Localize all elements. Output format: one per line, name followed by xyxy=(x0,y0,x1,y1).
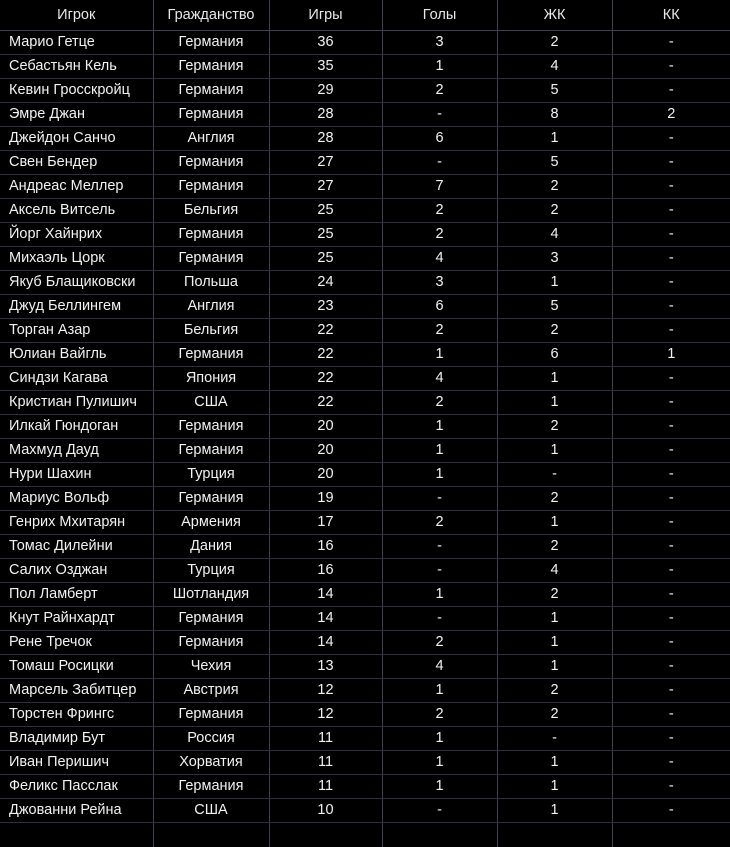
citizenship-cell: Бельгия xyxy=(153,319,269,343)
player-name-cell: Рене Тречок xyxy=(0,631,153,655)
citizenship-cell: Германия xyxy=(153,247,269,271)
goals-cell: 1 xyxy=(382,343,497,367)
yellow-cards-cell: 2 xyxy=(497,535,612,559)
goals-cell: - xyxy=(382,559,497,583)
table-body xyxy=(0,31,730,847)
table-row xyxy=(0,679,730,703)
goals-cell: 2 xyxy=(382,631,497,655)
player-name-cell: Пол Ламберт xyxy=(0,583,153,607)
table-row xyxy=(0,439,730,463)
yellow-cards-cell: 1 xyxy=(497,607,612,631)
games-cell: 14 xyxy=(269,631,382,655)
red-cards-cell: - xyxy=(612,607,730,631)
citizenship-cell: Англия xyxy=(153,127,269,151)
table-row xyxy=(0,127,730,151)
player-name-cell: Эмре Джан xyxy=(0,103,153,127)
goals-cell: - xyxy=(382,487,497,511)
citizenship-cell: Дания xyxy=(153,535,269,559)
red-cards-cell: - xyxy=(612,775,730,799)
player-name-cell: Томаш Росицки xyxy=(0,655,153,679)
player-name-cell: Махмуд Дауд xyxy=(0,439,153,463)
citizenship-cell: Германия xyxy=(153,703,269,727)
yellow-cards-cell: 2 xyxy=(497,583,612,607)
games-cell: 10 xyxy=(269,799,382,823)
yellow-cards-cell: 6 xyxy=(497,343,612,367)
yellow-cards-cell: 2 xyxy=(497,199,612,223)
games-cell: 20 xyxy=(269,415,382,439)
yellow-cards-cell: 5 xyxy=(497,79,612,103)
citizenship-cell: Россия xyxy=(153,727,269,751)
goals-cell: 1 xyxy=(382,751,497,775)
red-cards-cell: - xyxy=(612,511,730,535)
games-cell: 11 xyxy=(269,751,382,775)
games-cell: 22 xyxy=(269,343,382,367)
yellow-cards-cell: 1 xyxy=(497,367,612,391)
yellow-cards-cell: 1 xyxy=(497,271,612,295)
yellow-cards-cell: 2 xyxy=(497,319,612,343)
goals-cell: - xyxy=(382,799,497,823)
yellow-cards-cell: 1 xyxy=(497,511,612,535)
citizenship-cell: Турция xyxy=(153,463,269,487)
player-name-cell: Андреас Меллер xyxy=(0,175,153,199)
red-cards-cell: - xyxy=(612,55,730,79)
player-name-cell: Свен Бендер xyxy=(0,151,153,175)
citizenship-cell: Германия xyxy=(153,439,269,463)
red-cards-cell: - xyxy=(612,655,730,679)
table-row xyxy=(0,199,730,223)
player-name-cell: Аксель Витсель xyxy=(0,199,153,223)
red-cards-cell: - xyxy=(612,415,730,439)
player-name-cell: Йорг Хайнрих xyxy=(0,223,153,247)
games-cell: 28 xyxy=(269,127,382,151)
player-name-cell: Мариус Вольф xyxy=(0,487,153,511)
games-cell: 36 xyxy=(269,31,382,55)
games-cell: 25 xyxy=(269,199,382,223)
player-name-cell: Владимир Бут xyxy=(0,727,153,751)
yellow-cards-cell: 1 xyxy=(497,439,612,463)
yellow-cards-cell: 1 xyxy=(497,751,612,775)
yellow-cards-cell: 1 xyxy=(497,631,612,655)
yellow-cards-cell: 1 xyxy=(497,655,612,679)
red-cards-cell: - xyxy=(612,175,730,199)
red-cards-cell: - xyxy=(612,559,730,583)
table-row xyxy=(0,703,730,727)
citizenship-cell: Чехия xyxy=(153,655,269,679)
player-name-cell: Илкай Гюндоган xyxy=(0,415,153,439)
yellow-cards-cell: - xyxy=(497,727,612,751)
goals-cell: 2 xyxy=(382,223,497,247)
citizenship-cell: Турция xyxy=(153,559,269,583)
goals-cell: 1 xyxy=(382,439,497,463)
citizenship-cell: Германия xyxy=(153,175,269,199)
yellow-cards-cell: 2 xyxy=(497,487,612,511)
citizenship-cell: Польша xyxy=(153,271,269,295)
citizenship-cell: Бельгия xyxy=(153,199,269,223)
games-cell: 28 xyxy=(269,103,382,127)
table-row xyxy=(0,631,730,655)
table-row xyxy=(0,295,730,319)
yellow-cards-cell: 4 xyxy=(497,223,612,247)
goals-cell: 1 xyxy=(382,727,497,751)
header-red-cards[interactable]: КК xyxy=(612,0,730,31)
table-row xyxy=(0,367,730,391)
goals-cell: 4 xyxy=(382,247,497,271)
games-cell: 19 xyxy=(269,487,382,511)
table-row xyxy=(0,607,730,631)
table-row xyxy=(0,391,730,415)
player-name-cell: Нури Шахин xyxy=(0,463,153,487)
header-player[interactable]: Игрок xyxy=(0,0,153,31)
yellow-cards-cell: 4 xyxy=(497,55,612,79)
games-cell: 12 xyxy=(269,703,382,727)
citizenship-cell: Австрия xyxy=(153,679,269,703)
goals-cell: 4 xyxy=(382,655,497,679)
player-name-cell: Юлиан Вайгль xyxy=(0,343,153,367)
table-row xyxy=(0,319,730,343)
red-cards-cell: - xyxy=(612,583,730,607)
citizenship-cell: Германия xyxy=(153,55,269,79)
citizenship-cell: Германия xyxy=(153,343,269,367)
games-cell: 22 xyxy=(269,391,382,415)
red-cards-cell: - xyxy=(612,151,730,175)
citizenship-cell: Германия xyxy=(153,79,269,103)
games-cell: 24 xyxy=(269,271,382,295)
player-name-cell: Марсель Забитцер xyxy=(0,679,153,703)
goals-cell: 2 xyxy=(382,511,497,535)
red-cards-cell: 1 xyxy=(612,343,730,367)
goals-cell: 1 xyxy=(382,55,497,79)
red-cards-cell: - xyxy=(612,295,730,319)
table-row xyxy=(0,151,730,175)
yellow-cards-cell: 5 xyxy=(497,295,612,319)
goals-cell: 1 xyxy=(382,583,497,607)
player-name-cell: Торстен Фрингс xyxy=(0,703,153,727)
goals-cell: - xyxy=(382,103,497,127)
player-name-cell: Джейдон Санчо xyxy=(0,127,153,151)
red-cards-cell: - xyxy=(612,319,730,343)
player-name-cell: Якуб Блащиковски xyxy=(0,271,153,295)
player-name-cell: Генрих Мхитарян xyxy=(0,511,153,535)
citizenship-cell: Япония xyxy=(153,367,269,391)
player-name-cell: Кристиан Пулишич xyxy=(0,391,153,415)
goals-cell: 7 xyxy=(382,175,497,199)
red-cards-cell: - xyxy=(612,199,730,223)
goals-cell: - xyxy=(382,535,497,559)
citizenship-cell: США xyxy=(153,799,269,823)
table-row xyxy=(0,247,730,271)
goals-cell: 1 xyxy=(382,415,497,439)
games-cell: 23 xyxy=(269,295,382,319)
player-name-cell: Себастьян Кель xyxy=(0,55,153,79)
games-cell: 11 xyxy=(269,775,382,799)
games-cell: 14 xyxy=(269,583,382,607)
red-cards-cell: - xyxy=(612,703,730,727)
citizenship-cell: Англия xyxy=(153,295,269,319)
games-cell: 35 xyxy=(269,55,382,79)
games-cell: 22 xyxy=(269,367,382,391)
table-row xyxy=(0,31,730,55)
games-cell: 13 xyxy=(269,655,382,679)
goals-cell: 2 xyxy=(382,79,497,103)
yellow-cards-cell: 5 xyxy=(497,151,612,175)
red-cards-cell: - xyxy=(612,439,730,463)
player-name-cell: Томас Дилейни xyxy=(0,535,153,559)
goals-cell: 2 xyxy=(382,199,497,223)
player-name-cell: Иван Перишич xyxy=(0,751,153,775)
yellow-cards-cell: 4 xyxy=(497,559,612,583)
citizenship-cell: Шотландия xyxy=(153,583,269,607)
citizenship-cell: Хорватия xyxy=(153,751,269,775)
player-name-cell: Торган Азар xyxy=(0,319,153,343)
games-cell: 17 xyxy=(269,511,382,535)
table-row xyxy=(0,463,730,487)
games-cell: 27 xyxy=(269,175,382,199)
citizenship-cell: Германия xyxy=(153,487,269,511)
header-goals[interactable]: Голы xyxy=(382,0,497,31)
citizenship-cell: Германия xyxy=(153,223,269,247)
header-row xyxy=(0,0,730,31)
table-row xyxy=(0,55,730,79)
player-name-cell: Синдзи Кагава xyxy=(0,367,153,391)
table-row xyxy=(0,655,730,679)
games-cell: 25 xyxy=(269,247,382,271)
goals-cell: 2 xyxy=(382,319,497,343)
yellow-cards-cell: - xyxy=(497,463,612,487)
red-cards-cell: - xyxy=(612,247,730,271)
table-row xyxy=(0,583,730,607)
goals-cell: 6 xyxy=(382,127,497,151)
table-header xyxy=(0,0,730,31)
games-cell: 20 xyxy=(269,439,382,463)
citizenship-cell: Германия xyxy=(153,631,269,655)
table-row xyxy=(0,535,730,559)
goals-cell: - xyxy=(382,607,497,631)
table-row xyxy=(0,751,730,775)
yellow-cards-cell: 1 xyxy=(497,799,612,823)
citizenship-cell: Германия xyxy=(153,607,269,631)
games-cell: 14 xyxy=(269,607,382,631)
goals-cell: 3 xyxy=(382,271,497,295)
player-name-cell: Феликс Пасслак xyxy=(0,775,153,799)
games-cell: 22 xyxy=(269,319,382,343)
games-cell: 29 xyxy=(269,79,382,103)
player-name-cell: Джованни Рейна xyxy=(0,799,153,823)
games-cell: 11 xyxy=(269,727,382,751)
player-name-cell: Кнут Райнхардт xyxy=(0,607,153,631)
table-row xyxy=(0,103,730,127)
red-cards-cell: - xyxy=(612,679,730,703)
yellow-cards-cell: 2 xyxy=(497,679,612,703)
red-cards-cell: - xyxy=(612,127,730,151)
red-cards-cell: 2 xyxy=(612,103,730,127)
table-row xyxy=(0,223,730,247)
red-cards-cell: - xyxy=(612,727,730,751)
red-cards-cell: - xyxy=(612,79,730,103)
yellow-cards-cell: 3 xyxy=(497,247,612,271)
table-row xyxy=(0,799,730,823)
yellow-cards-cell: 8 xyxy=(497,103,612,127)
yellow-cards-cell: 1 xyxy=(497,775,612,799)
goals-cell: 2 xyxy=(382,391,497,415)
citizenship-cell: Германия xyxy=(153,151,269,175)
table-row xyxy=(0,511,730,535)
goals-cell: 1 xyxy=(382,775,497,799)
table-row xyxy=(0,175,730,199)
yellow-cards-cell: 2 xyxy=(497,415,612,439)
goals-cell: 4 xyxy=(382,367,497,391)
header-citizenship[interactable]: Гражданство xyxy=(153,0,269,31)
red-cards-cell: - xyxy=(612,751,730,775)
citizenship-cell: Германия xyxy=(153,103,269,127)
citizenship-cell: Германия xyxy=(153,775,269,799)
player-name-cell: Джуд Беллингем xyxy=(0,295,153,319)
citizenship-cell: Армения xyxy=(153,511,269,535)
red-cards-cell: - xyxy=(612,463,730,487)
citizenship-cell: Германия xyxy=(153,31,269,55)
header-games[interactable]: Игры xyxy=(269,0,382,31)
table-row xyxy=(0,775,730,799)
goals-cell: 6 xyxy=(382,295,497,319)
table-row xyxy=(0,271,730,295)
goals-cell: 2 xyxy=(382,703,497,727)
red-cards-cell: - xyxy=(612,487,730,511)
table-row xyxy=(0,559,730,583)
goals-cell: 1 xyxy=(382,679,497,703)
table-row xyxy=(0,415,730,439)
red-cards-cell: - xyxy=(612,31,730,55)
games-cell: 16 xyxy=(269,559,382,583)
games-cell: 12 xyxy=(269,679,382,703)
yellow-cards-cell: 2 xyxy=(497,31,612,55)
yellow-cards-cell: 2 xyxy=(497,175,612,199)
games-cell: 20 xyxy=(269,463,382,487)
goals-cell: 3 xyxy=(382,31,497,55)
red-cards-cell: - xyxy=(612,631,730,655)
red-cards-cell: - xyxy=(612,799,730,823)
red-cards-cell: - xyxy=(612,223,730,247)
red-cards-cell: - xyxy=(612,535,730,559)
header-yellow-cards[interactable]: ЖК xyxy=(497,0,612,31)
red-cards-cell: - xyxy=(612,367,730,391)
player-name-cell: Кевин Гросскройц xyxy=(0,79,153,103)
table-row xyxy=(0,727,730,751)
red-cards-cell: - xyxy=(612,391,730,415)
games-cell: 16 xyxy=(269,535,382,559)
goals-cell: 1 xyxy=(382,463,497,487)
citizenship-cell: США xyxy=(153,391,269,415)
games-cell: 25 xyxy=(269,223,382,247)
table-row xyxy=(0,343,730,367)
player-name-cell: Михаэль Цорк xyxy=(0,247,153,271)
table-row xyxy=(0,487,730,511)
player-name-cell: Марио Гетце xyxy=(0,31,153,55)
yellow-cards-cell: 1 xyxy=(497,127,612,151)
yellow-cards-cell: 1 xyxy=(497,391,612,415)
table-row xyxy=(0,79,730,103)
goals-cell: - xyxy=(382,151,497,175)
yellow-cards-cell: 2 xyxy=(497,703,612,727)
citizenship-cell: Германия xyxy=(153,415,269,439)
red-cards-cell: - xyxy=(612,271,730,295)
games-cell: 27 xyxy=(269,151,382,175)
player-name-cell: Салих Озджан xyxy=(0,559,153,583)
